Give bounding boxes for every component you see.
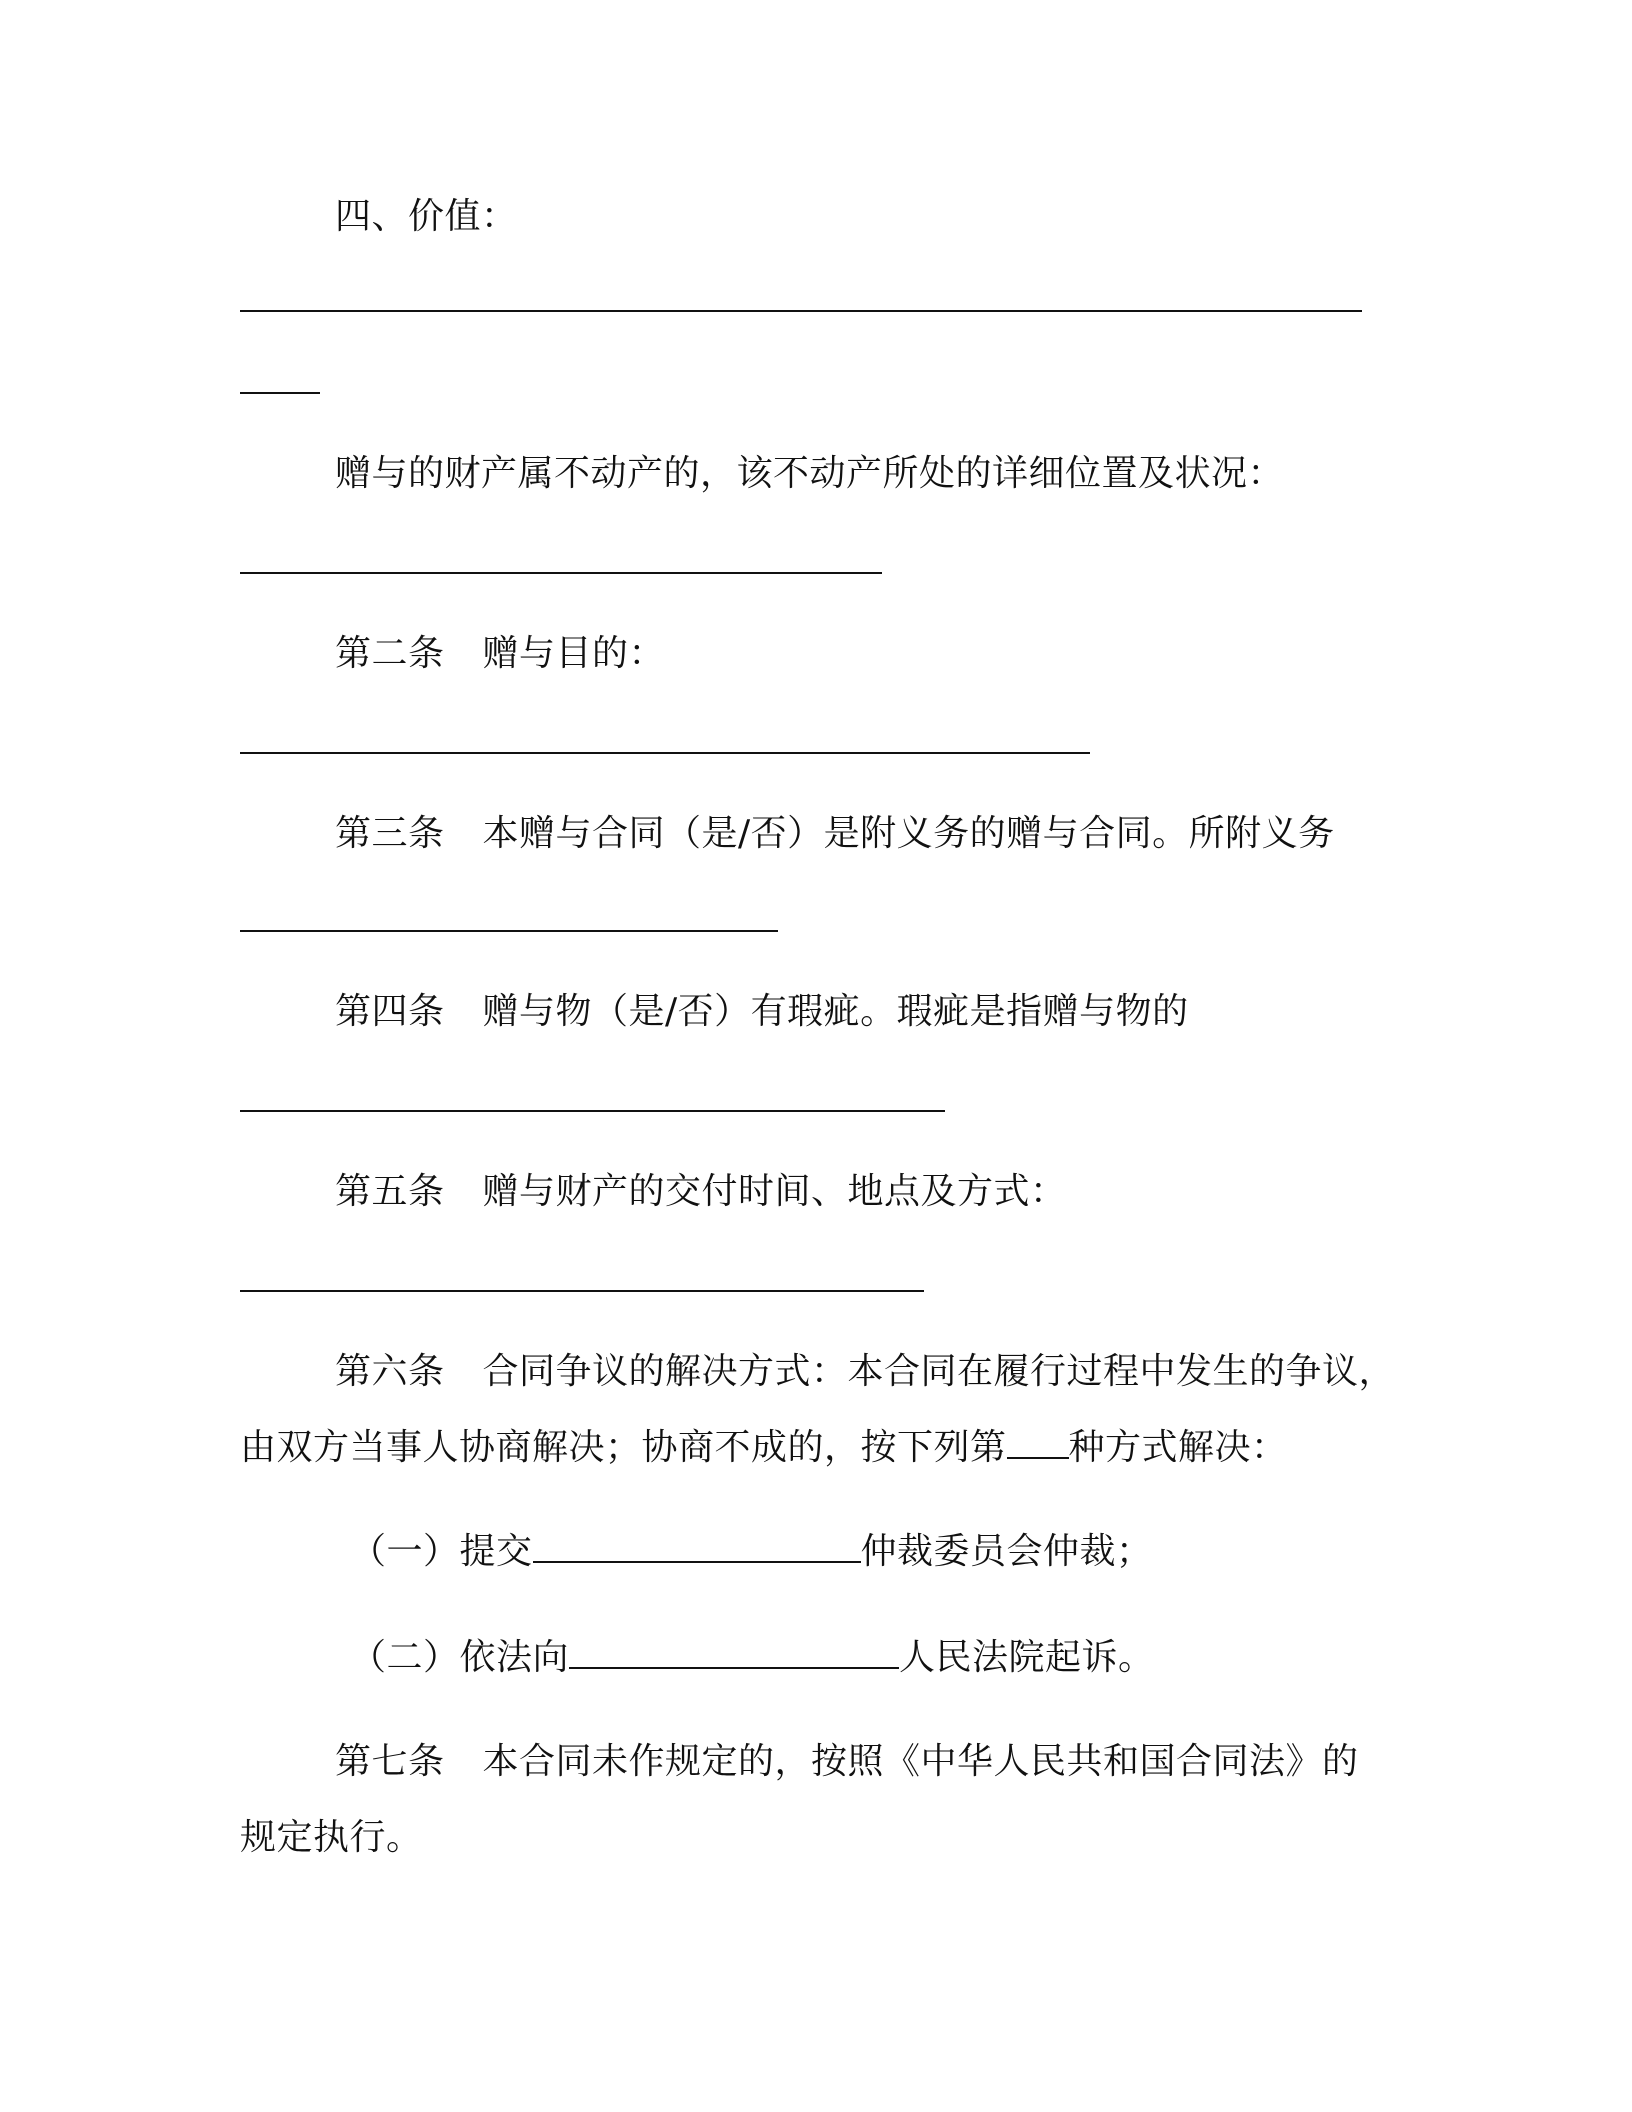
article-6-text-2a: 由双方当事人协商解决；协商不成的，按下列第 bbox=[240, 1427, 1007, 1468]
article-5-text: 赠与财产的交付时间、地点及方式： bbox=[482, 1171, 1067, 1212]
option-litigation bbox=[350, 1636, 1550, 1680]
article-4-blank-line[interactable] bbox=[240, 1110, 945, 1112]
article-3-text: 本赠与合同（是/否）是附义务的赠与合同。所附义务 bbox=[482, 813, 1335, 854]
article-6-text-2b: 种方式解决： bbox=[1068, 1427, 1288, 1468]
value-blank-line-2[interactable] bbox=[240, 392, 320, 394]
option-arbitration bbox=[350, 1530, 1550, 1574]
article-7-number: 第七条 bbox=[335, 1741, 445, 1782]
article-7-text-1: 本合同未作规定的，按照《中华人民共和国合同法》的 bbox=[482, 1741, 1359, 1782]
article-6-number: 第六条 bbox=[335, 1351, 445, 1392]
article-2 bbox=[335, 632, 1535, 676]
article-6-line-1 bbox=[335, 1350, 1535, 1394]
value-blank-line-1[interactable] bbox=[240, 310, 1362, 312]
arbitration-committee-blank[interactable] bbox=[533, 1531, 861, 1563]
option-1-prefix: （一）提交 bbox=[350, 1531, 533, 1572]
article-4-text: 赠与物（是/否）有瑕疵。瑕疵是指赠与物的 bbox=[482, 991, 1189, 1032]
value-heading: 四、价值： bbox=[335, 196, 518, 237]
real-estate-blank-line[interactable] bbox=[240, 572, 882, 574]
option-1-suffix: 仲裁委员会仲裁； bbox=[860, 1531, 1153, 1572]
option-2-prefix: （二）依法向 bbox=[350, 1637, 570, 1678]
article-7-line-1 bbox=[335, 1740, 1535, 1784]
real-estate-note: 赠与的财产属不动产的，该不动产所处的详细位置及状况： bbox=[335, 453, 1285, 494]
article-4-number: 第四条 bbox=[335, 991, 445, 1032]
article-2-blank-line[interactable] bbox=[240, 752, 1090, 754]
article-6-text-1: 合同争议的解决方式：本合同在履行过程中发生的争议， bbox=[482, 1351, 1396, 1392]
article-2-number: 第二条 bbox=[335, 633, 445, 674]
article-7-line-2: 规定执行。 bbox=[240, 1817, 423, 1858]
article-3-blank-line[interactable] bbox=[240, 930, 778, 932]
article-6-line-2 bbox=[240, 1426, 1440, 1470]
article-4 bbox=[335, 990, 1535, 1034]
article-5-blank-line[interactable] bbox=[240, 1290, 924, 1292]
article-3 bbox=[335, 812, 1535, 856]
method-number-blank[interactable] bbox=[1007, 1427, 1069, 1459]
article-5-number: 第五条 bbox=[335, 1171, 445, 1212]
article-2-text: 赠与目的： bbox=[482, 633, 666, 674]
article-5 bbox=[335, 1170, 1535, 1214]
option-2-suffix: 人民法院起诉。 bbox=[899, 1637, 1155, 1678]
court-name-blank[interactable] bbox=[569, 1637, 899, 1669]
article-3-number: 第三条 bbox=[335, 813, 445, 854]
